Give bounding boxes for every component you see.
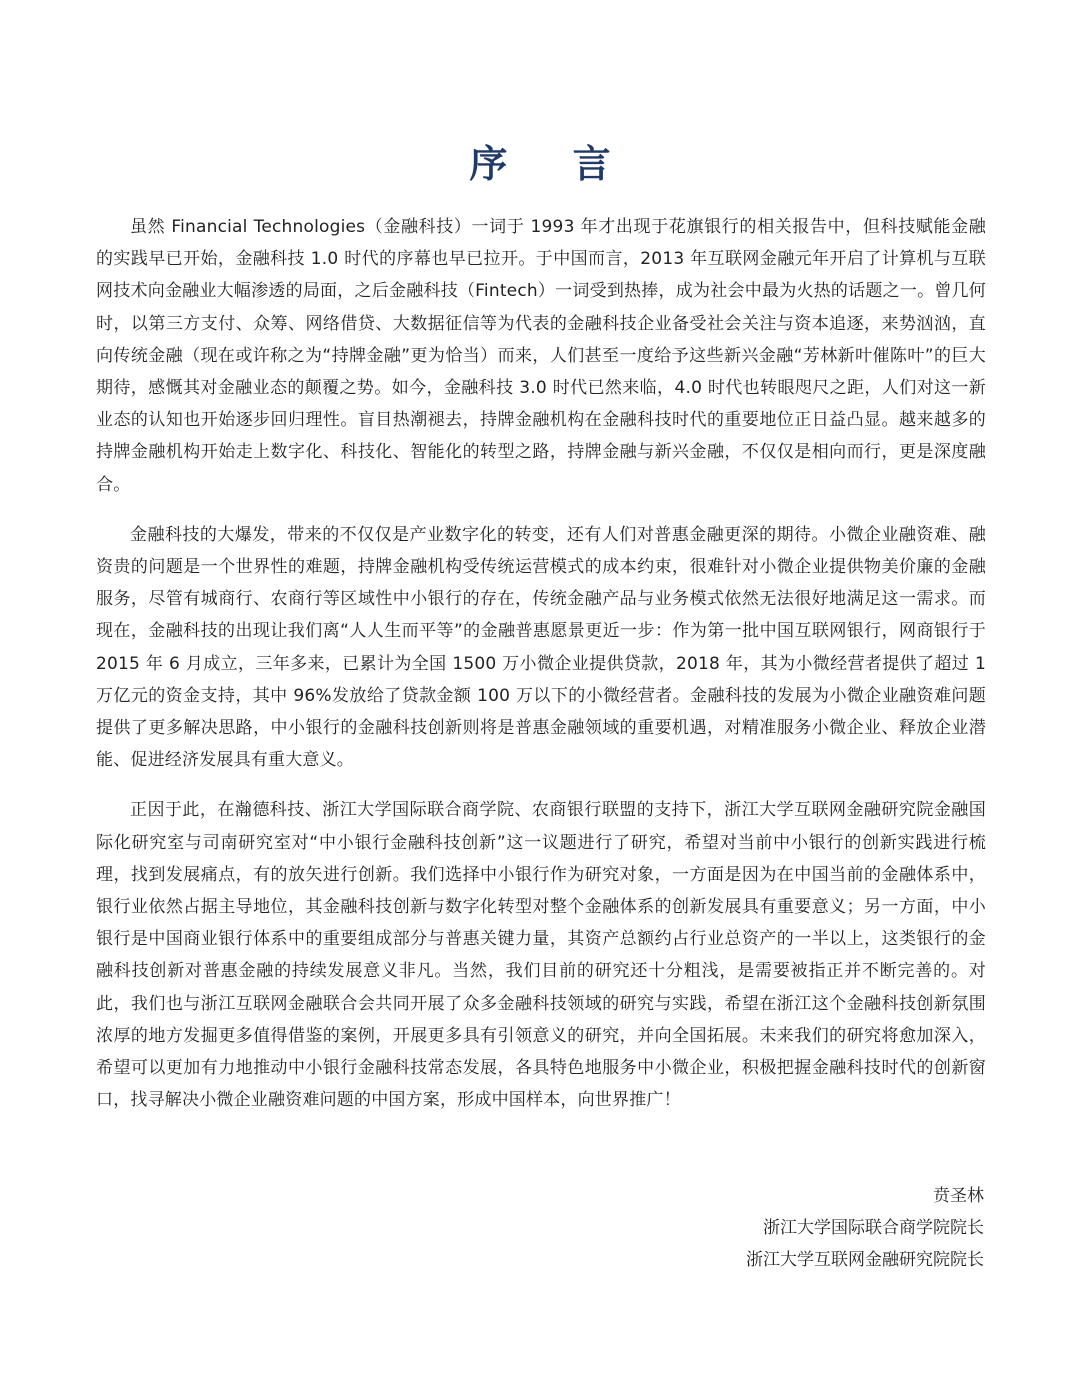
author-title-1: 浙江大学国际联合商学院院长: [763, 1218, 984, 1238]
author-name: 贲圣林: [933, 1186, 984, 1206]
paragraph-3: 正因于此，在瀚德科技、浙江大学国际联合商学院、农商银行联盟的支持下，浙江大学互联网金融研究院金融国际化研究室与司南研究室对“中小银行金融科技创新”这一议题进行了研究，希望对当前中小银行的创新实践进行梳理，找到发展痛点，有的放矢进行创新。我们选择中小银行作为研究对象，一方面是因为在中国当前的金融体系中，银行业依然占据主导地位，其金融科技创新与数字化转型对整个金融体系的创新发展具有重要意义；另一方面，中小银行是中国商业银行体系中的重要组成部分与普惠关键力量，其资产总额约占行业总资产的一半以上，这类银行的金融科技创新对普惠金融的持续发展意义非凡。当然，我们目前的研究还十分粗浅，是需要被指正并不断完善的。对此，我们也与浙江互联网金融联合会共同开展了众多金融科技领域的研究与实践，希望在浙江这个金融科技创新氛围浓厚的地方发掘更多值得借鉴的案例，开展更多具有引领意义的研究，并向全国拓展。未来我们的研究将愈加深入，希望可以更加有力地推动中小银行金融科技常态发展，各具特色地服务中小微企业，积极把握金融科技时代的创新窗口，找寻解决小微企业融资难问题的中国方案，形成中国样本，向世界推广！: [96, 800, 986, 1111]
signature-block: [746, 1180, 984, 1276]
paragraph-1: 虽然 Financial Technologies（金融科技）一词于 1993 年才出现于花旗银行的相关报告中，但科技赋能金融的实践早已开始，金融科技 1.0 时代的序幕也早已拉开。于中国而言，2013 年互联网金融元年开启了计算机与互联网技术向金融业大幅渗透的局面，之后金融科技（Fintech）一词受到热捧，成为社会中最为火热的话题之一。曾几何时，以第三方支付、众筹、网络借贷、大数据征信等为代表的金融科技企业备受社会关注与资本追逐，来势汹汹，直向传统金融（现在或许称之为“持牌金融”更为恰当）而来，人们甚至一度给予这些新兴金融“芳林新叶催陈叶”的巨大期待，感慨其对金融业态的颠覆之势。如今，金融科技 3.0 时代已然来临，4.0 时代也转眼咫尺之距，人们对这一新业态的认知也开始逐步回归理性。盲目热潮褪去，持牌金融机构在金融科技时代的重要地位正日益凸显。越来越多的持牌金融机构开始走上数字化、科技化、智能化的转型之路，持牌金融与新兴金融，不仅仅是相向而行，更是深度融合。: [96, 217, 986, 495]
preface-body: [96, 211, 986, 1116]
paragraph-2: 金融科技的大爆发，带来的不仅仅是产业数字化的转变，还有人们对普惠金融更深的期待。小微企业融资难、融资贵的问题是一个世界性的难题，持牌金融机构受传统运营模式的成本约束，很难针对小微企业提供物美价廉的金融服务，尽管有城商行、农商行等区域性中小银行的存在，传统金融产品与业务模式依然无法很好地满足这一需求。而现在，金融科技的出现让我们离“人人生而平等”的金融普惠愿景更近一步：作为第一批中国互联网银行，网商银行于 2015 年 6 月成立，三年多来，已累计为全国 1500 万小微企业提供贷款，2018 年，其为小微经营者提供了超过 1 万亿元的资金支持，其中 96%发放给了贷款金额 100 万以下的小微经营者。金融科技的发展为小微企业融资难问题提供了更多解决思路，中小银行的金融科技创新则将是普惠金融领域的重要机遇，对精准服务小微企业、释放企业潜能、促进经济发展具有重大意义。: [96, 524, 986, 771]
author-title-2: 浙江大学互联网金融研究院院长: [746, 1250, 984, 1270]
page-title: 序 言: [469, 142, 637, 186]
